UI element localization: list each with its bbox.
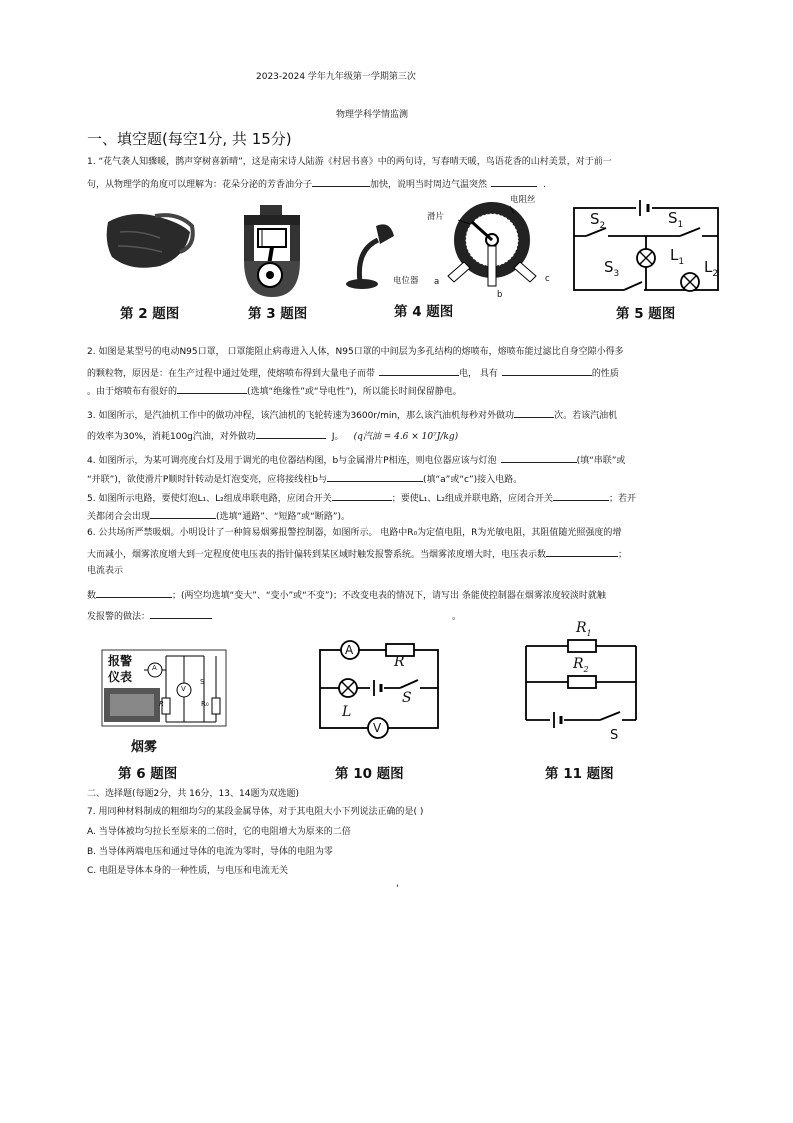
q6-line2 (87, 546, 627, 562)
fig10-l-label: L (342, 704, 352, 720)
q5-text-a: 5. 如图所示电路，要使灯泡L₁、L₂组成串联电路，应闭合开关 (87, 494, 332, 504)
q1-text-a: 句，从物理学的角度可以理解为：花朵分泌的芳香油分子 (87, 180, 313, 190)
fig4-slider-label: 滑片 (427, 212, 445, 222)
q6-text-b: ； (618, 550, 628, 560)
q4-text-a: 4. 如图所示，为某可调亮度台灯及用于调光的电位器结构图，b与金属滑片P相连，则电位器应该与灯泡 (87, 456, 497, 466)
q1-text-c: . (543, 180, 546, 190)
q5-blank-3[interactable] (150, 508, 216, 519)
q5-text-c: ；若开 (608, 494, 636, 504)
fig4-terminal-c: c (545, 274, 550, 284)
fig11-r2-label: $R_2$ (573, 656, 589, 674)
caption-fig10: 第 10 题图 (335, 766, 404, 782)
q2-blank-2[interactable] (502, 365, 592, 376)
q2-text-d: 。由于熔喷布有很好的 (87, 387, 178, 397)
fig5-s2: $S_2$ (590, 210, 606, 231)
q1-line1: 1. “花气袭人知骤暖，鹊声穿树喜新晴”，这是南宋诗人陆游《村居书喜》中的两句诗，写春晴天暖，鸟语花香的山村美景，对于前一 (87, 157, 612, 167)
q4-line2 (87, 471, 522, 487)
fig11-s-label: S (610, 728, 619, 743)
caption-fig4: 第 4 题图 (394, 304, 454, 320)
q3-formula: (q汽油 = 4.6 × 10⁷J/kg) (353, 432, 459, 442)
fig5-l1: $L_1$ (670, 246, 685, 267)
caption-fig6: 第 6 题图 (118, 766, 178, 782)
fig6-smoke-label: 烟雾 (131, 740, 158, 755)
q1-blank-2[interactable] (491, 176, 537, 187)
fig4-terminal-b: b (497, 290, 503, 300)
q3-text-c: 的效率为30%，消耗100g汽油，对外做功 (87, 432, 256, 442)
q2-line2 (87, 365, 619, 381)
fig10-s-label: S (402, 690, 412, 706)
q2-text-a: 的颗粒物，原因是：在生产过程中通过处理，使熔喷布得到大量电子而带 (87, 369, 376, 379)
q3-blank-2[interactable] (256, 428, 326, 439)
fig5-s1: $S_1$ (668, 209, 684, 230)
q2-text-c: 的性质 (591, 369, 619, 379)
q6-blank-2[interactable] (96, 587, 172, 598)
fig6-s-label: S (200, 678, 205, 686)
q5-blank-2[interactable] (553, 490, 609, 501)
figure-4-potentiometer (430, 200, 550, 300)
q2-line3 (87, 383, 462, 399)
q5-text-d: 关都闭合会出现 (87, 512, 151, 522)
section1-title: 一、填空题(每空1分, 共 15分) (87, 130, 292, 148)
fig4-wire-label: 电阻丝 (510, 195, 536, 205)
q3-line2 (87, 428, 458, 444)
header-year-line: 2023-2024 学年九年级第一学期第三次 (256, 72, 416, 82)
q2-text-e: (选填“绝缘性”或“导电性”)，所以能长时间保留静电。 (247, 387, 462, 397)
q1-line2 (87, 176, 546, 192)
q2-blank-1[interactable] (379, 365, 459, 376)
q4-blank-2[interactable] (327, 471, 423, 482)
q6-line4 (87, 587, 606, 603)
q3-text-d: J。 (331, 432, 344, 442)
q6-line1: 6. 公共场所严禁吸烟。小明设计了一种简易烟雾报警控制器，如图所示。 电路中R₀为定值电阻，R为光敏电阻，其阻值随光照强度的增 (87, 528, 622, 538)
q7-stem: 7. 用同种材料制成的粗细均匀的某段金属导体，对于其电阻大小下列说法正确的是( ) (87, 807, 424, 817)
q6-text-a: 大而减小，烟雾浓度增大到一定程度使电压表的指针偏转到某区域时触发报警系统。当烟雾浓度增大时，电压表示数 (87, 550, 547, 560)
fig4-terminal-a: a (434, 277, 440, 287)
figure-2-mask (100, 202, 200, 282)
footer-mark: ' (396, 884, 399, 894)
header-subject-line: 物理学科学情监测 (336, 110, 409, 120)
q6-text-d: ；(两空均选填“变大”、“变小”或“不变”)；不改变电表的情况下，请写出 条能使控制器在烟雾浓度较淡时就触 (172, 591, 606, 601)
fig6-r0-label: R₀ (201, 700, 209, 708)
q1-text-b: 加快，说明当时周边气温突然 (370, 180, 488, 190)
q3-line1 (87, 407, 617, 423)
q6-text-e: 发报警的做法： (87, 612, 151, 622)
q6-blank-3[interactable] (150, 608, 212, 619)
q7-option-c[interactable]: C. 电阻是导体本身的一种性质，与电压和电流无关 (87, 866, 289, 876)
q2-text-b: 电， 具有 (459, 369, 498, 379)
fig10-r-label: R (394, 654, 405, 670)
q1-blank-1[interactable] (312, 176, 370, 187)
fig11-r1-label: $R_1$ (576, 620, 592, 638)
q4-line1 (87, 452, 625, 468)
fig5-l2: $L_2$ (704, 258, 719, 279)
fig5-s3: $S_3$ (604, 258, 620, 279)
q2-blank-3[interactable] (177, 383, 247, 394)
fig6-alarm-line2: 仪表 (108, 670, 133, 684)
q6-line5 (87, 608, 461, 624)
q6-line3: 电流表示 (87, 566, 124, 576)
q7-option-b[interactable]: B. 当导体两端电压和通过导体的电流为零时，导体的电阻为零 (87, 847, 333, 857)
figure-3-engine (240, 205, 304, 297)
q4-text-c: “并联”)，欲使滑片P顺时针转动是灯泡变亮，应将接线柱b与 (87, 475, 327, 485)
q2-line1: 2. 如图是某型号的电动N95口罩， 口罩能阻止病毒进入人体，N95口罩的中间层为多孔结构的熔喷布，熔喷布能过滤比自身空隙小得多 (87, 347, 624, 357)
q6-text-c: 数 (87, 591, 97, 601)
q4-text-b: (填“串联”或 (576, 456, 626, 466)
q5-line2 (87, 508, 350, 524)
caption-fig2: 第 2 题图 (120, 306, 180, 322)
q4-text-d: (填“a”或“c”)接入电路。 (422, 475, 523, 485)
q7-option-a[interactable]: A. 当导体被均匀拉长至原来的二倍时，它的电阻增大为原来的二倍 (87, 827, 351, 837)
q5-text-b: ；要使L₁、L₂组成并联电路，应闭合开关 (391, 494, 553, 504)
fig6-alarm-line1: 报警 (108, 654, 133, 668)
figure-4-desk-lamp (346, 220, 396, 290)
caption-fig11: 第 11 题图 (545, 766, 614, 782)
q5-blank-1[interactable] (332, 490, 392, 501)
q6-text-f: 。 (452, 612, 462, 622)
q6-blank-1[interactable] (546, 546, 618, 557)
q5-text-e: (选填“通路”、“短路”或“断路”)。 (216, 512, 351, 522)
figure-11-circuit (522, 636, 640, 726)
fig10-ammeter-label: A (345, 643, 354, 657)
caption-fig3: 第 3 题图 (248, 306, 308, 322)
q3-text-b: 次。若该汽油机 (554, 411, 618, 421)
fig6-r-label: R (159, 700, 164, 708)
q5-line1 (87, 490, 636, 506)
fig10-voltmeter-label: V (373, 721, 382, 735)
q3-blank-1[interactable] (514, 407, 554, 418)
fig6-voltmeter-label: V (181, 685, 186, 693)
q3-text-a: 3. 如图所示，是汽油机工作中的做功冲程，该汽油机的飞轮转速为3600r/min，那么该汽油机每秒对外做功 (87, 411, 515, 421)
caption-fig5: 第 5 题图 (616, 306, 676, 322)
q4-blank-1[interactable] (501, 452, 577, 463)
fig4-pot-label: 电位器 (393, 276, 419, 286)
section2-title: 二、选择题(每题2分，共 16分，13、14题为双选题) (87, 789, 299, 799)
fig6-ammeter-label: A (152, 664, 157, 672)
